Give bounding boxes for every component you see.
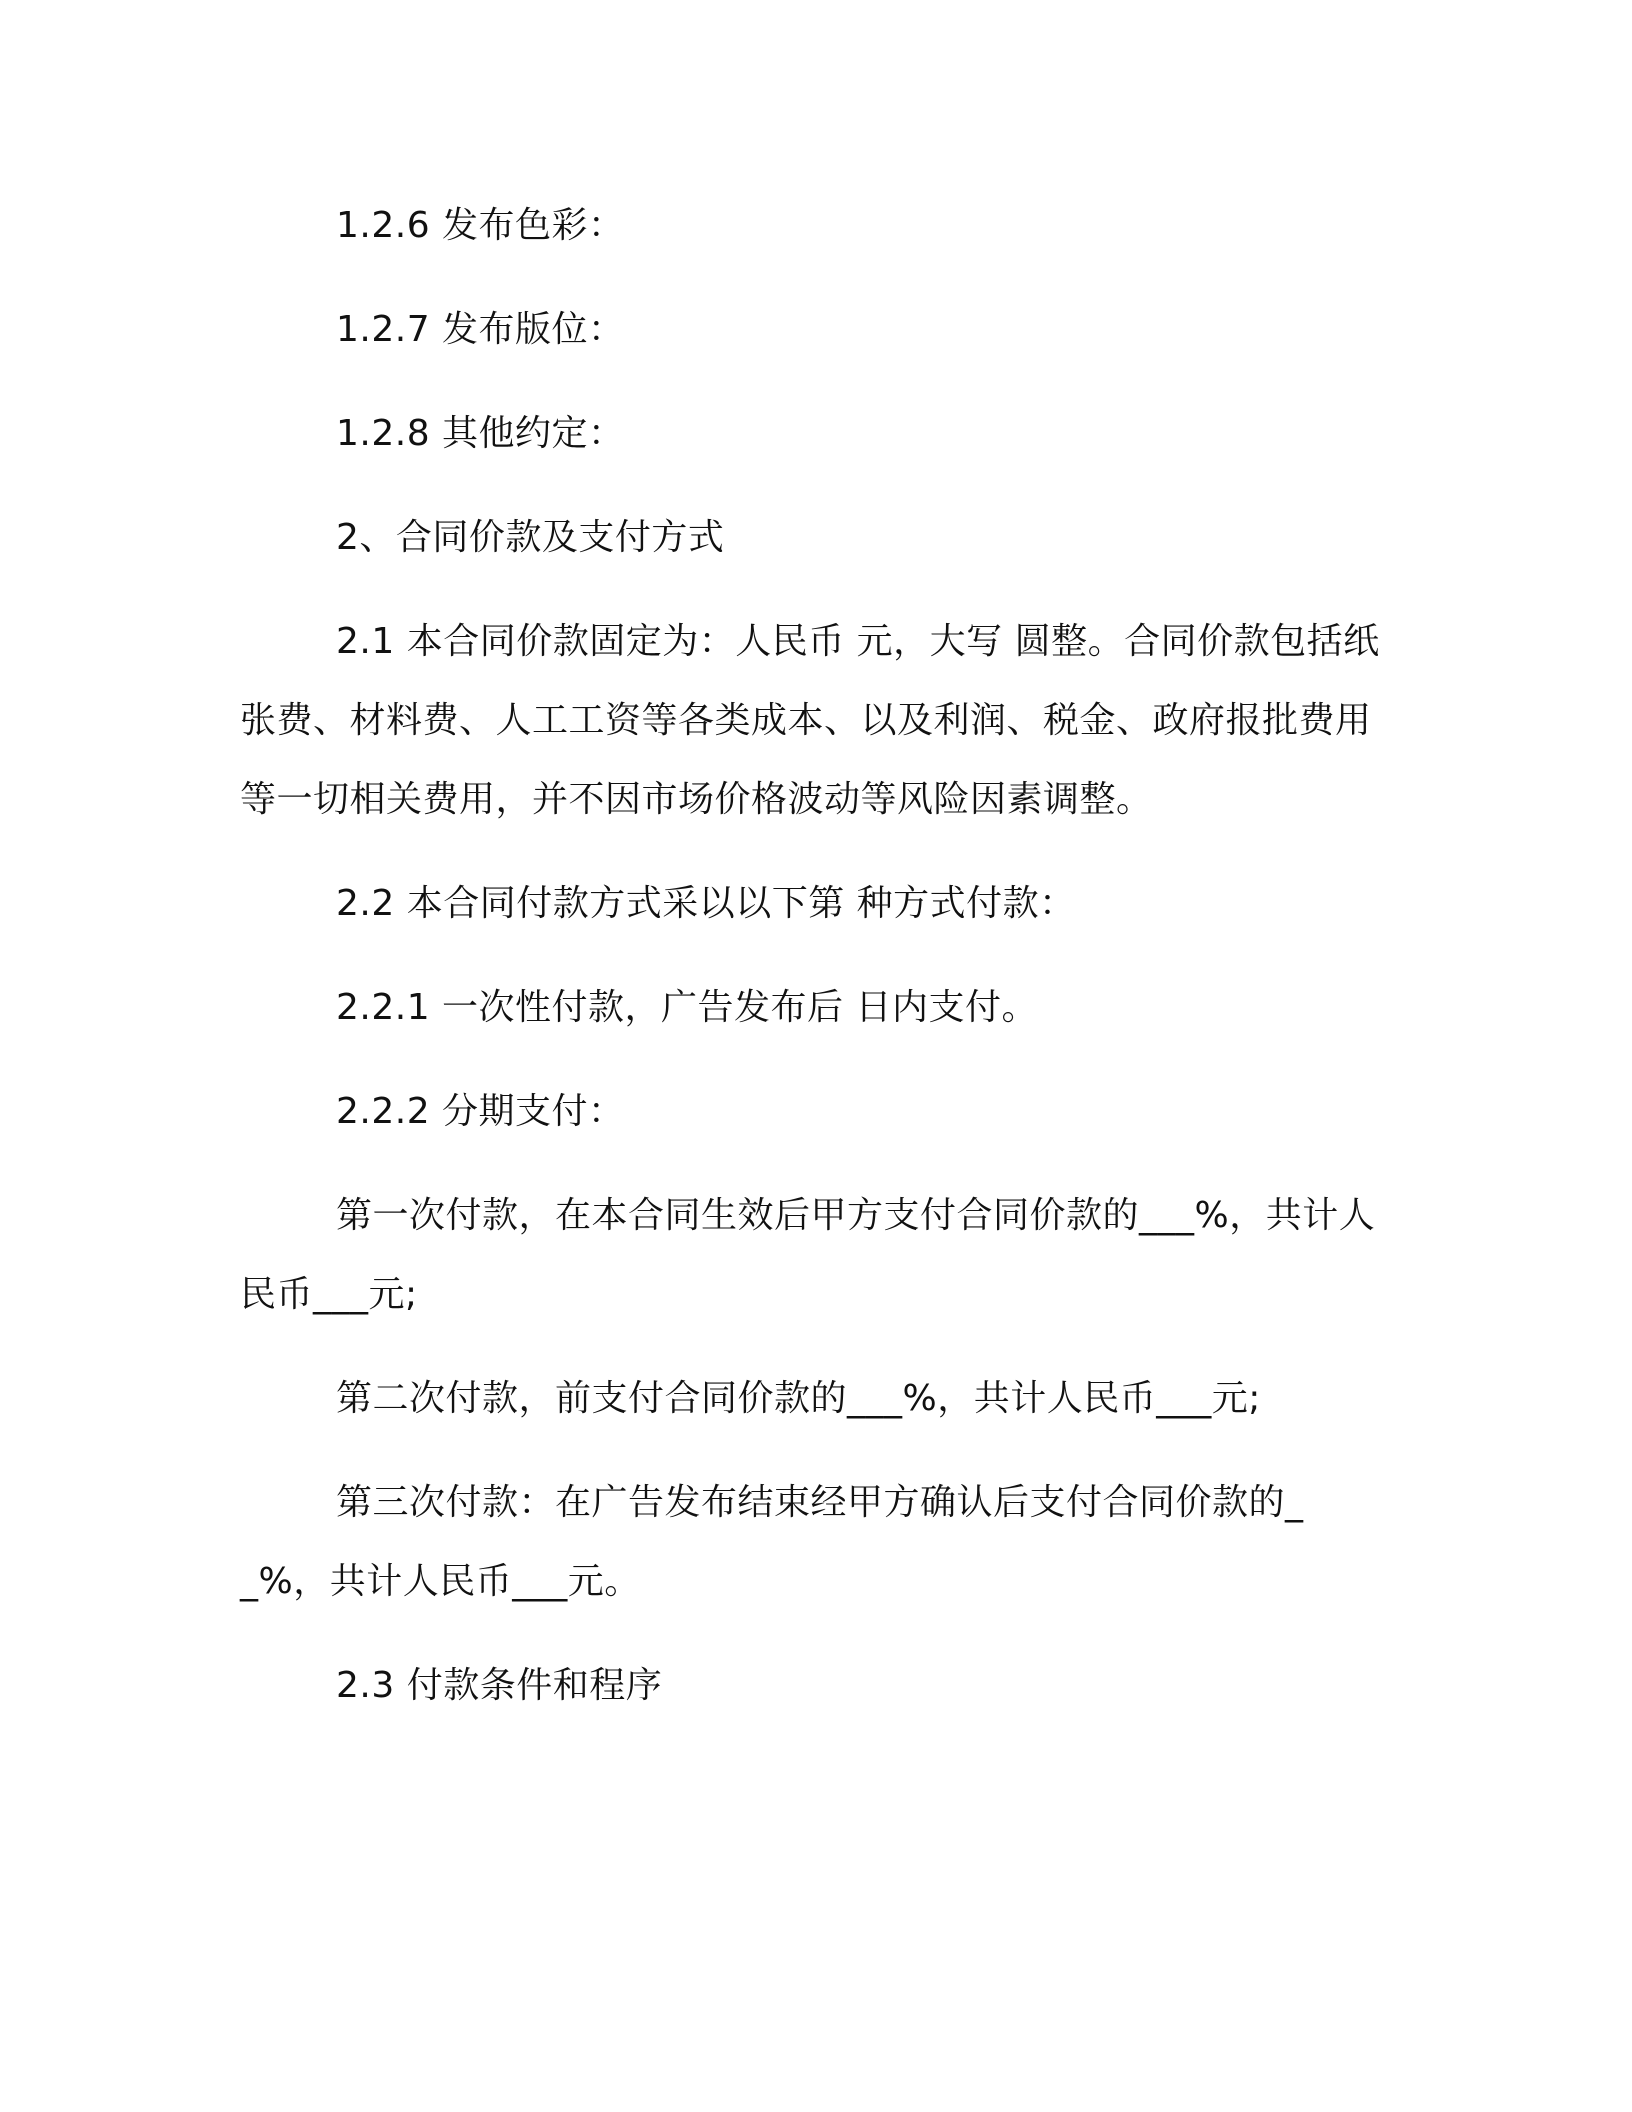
section-2-heading: 2、合同价款及支付方式 bbox=[336, 517, 725, 558]
document-body bbox=[240, 186, 1390, 1750]
clause-1-2-7: 1.2.7 发布版位： bbox=[336, 309, 625, 350]
installment-2: 第二次付款，前支付合同价款的___%，共计人民币___元; bbox=[336, 1378, 1261, 1419]
clause-2-2: 2.2 本合同付款方式采以以下第 种方式付款： bbox=[336, 883, 1076, 924]
clause-2-2-2: 2.2.2 分期支付： bbox=[336, 1091, 625, 1132]
clause-1-2-8: 1.2.8 其他约定： bbox=[336, 413, 625, 454]
clause-1-2-6: 1.2.6 发布色彩： bbox=[336, 205, 625, 246]
clause-2-2-1: 2.2.1 一次性付款，广告发布后 日内支付。 bbox=[336, 987, 1038, 1028]
installment-1: 第一次付款，在本合同生效后甲方支付合同价款的___%，共计人民币___元; bbox=[240, 1195, 1376, 1315]
clause-2-1: 2.1 本合同价款固定为：人民币 元，大写 圆整。合同价款包括纸张费、材料费、人工工资等各类成本、以及利润、税金、政府报批费用等一切相关费用，并不因市场价格波动等风险因素调整。 bbox=[240, 621, 1380, 820]
clause-2-3: 2.3 付款条件和程序 bbox=[336, 1665, 663, 1706]
installment-3: 第三次付款：在广告发布结束经甲方确认后支付合同价款的__%，共计人民币___元。 bbox=[240, 1482, 1304, 1602]
